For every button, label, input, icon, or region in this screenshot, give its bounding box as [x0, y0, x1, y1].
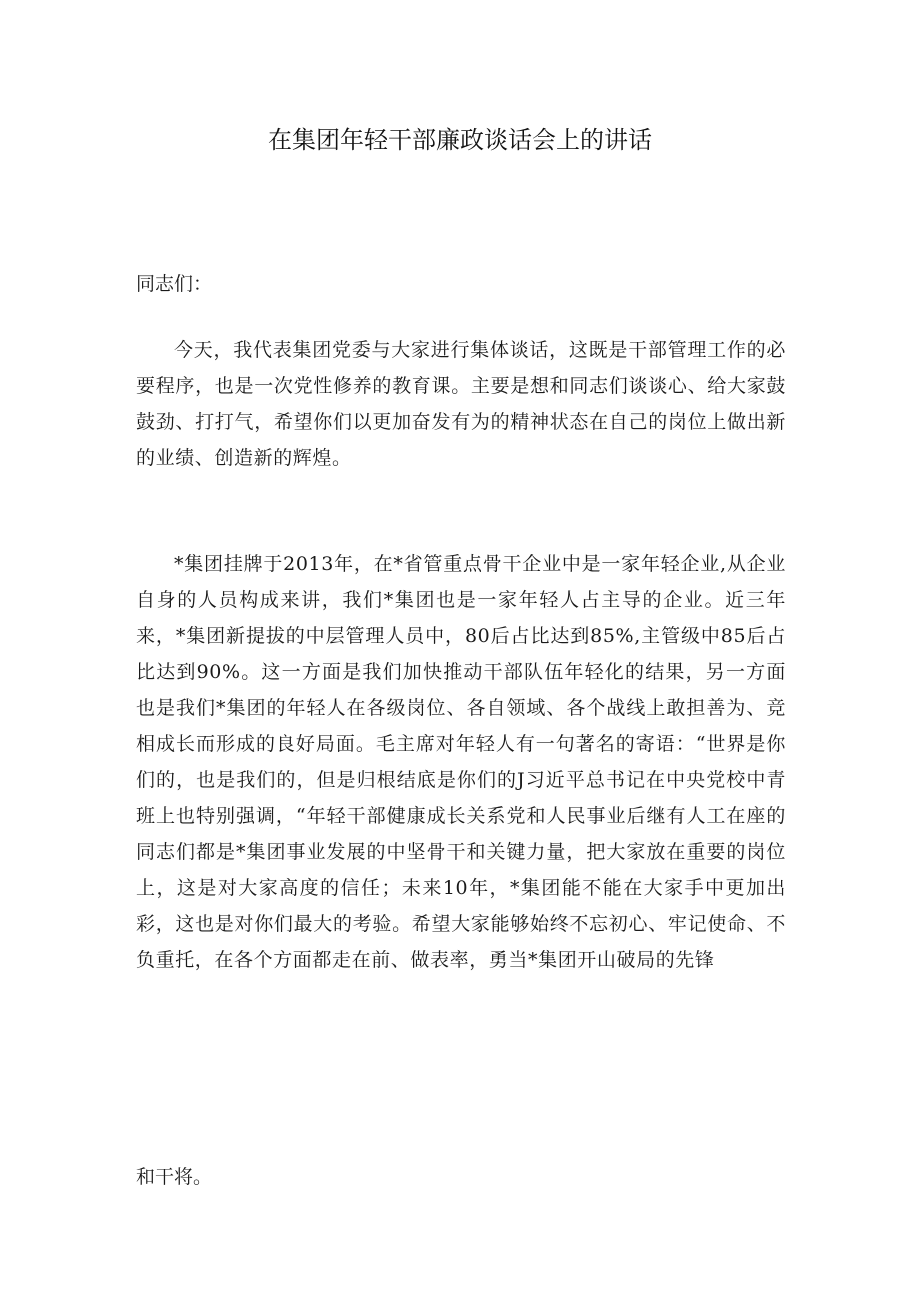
paragraph-2: *集团挂牌于2013年，在*省管重点骨干企业中是一家年轻企业,从企业自身的人员构成来讲，我们*集团也是一家年轻人占主导的企业。近三年来，*集团新提拔的中层管理人员中，80后占比达到85%,主管级中85后占比达到90%。这一方面是我们加快推动干部队伍年轻化的结果，另一方面也是我们*集团的年轻人在各级岗位、各自领域、各个战线上敢担善为、竞相成长而形成的良好局面。毛主席对年轻人有一句著名的寄语：“世界是你们的，也是我们的，但是归根结底是你们的J习近平总书记在中央党校中青班上也特别强调，“年轻干部健康成长关系党和人民事业后继有人工在座的同志们都是*集团事业发展的中坚骨干和关键力量，把大家放在重要的岗位上，这是对大家高度的信任；未来10年，*集团能不能在大家手中更加出彩，这也是对你们最大的考验。希望大家能够始终不忘初心、牢记使命、不负重托，在各个方面都走在前、做表率，勇当*集团开山破局的先锋 [136, 553, 786, 971]
paragraph-1: 今天，我代表集团党委与大家进行集体谈话，这既是干部管理工作的必要程序，也是一次党性修养的教育课。主要是想和同志们谈谈心、给大家鼓鼓劲、打打气，希望你们以更加奋发有为的精神状态在自己的岗位上做出新的业绩、创造新的辉煌。 [136, 339, 786, 469]
document-title: 在集团年轻干部廉政谈话会上的讲话 [268, 126, 652, 154]
paragraph-2-continuation: 和干将。 [136, 1166, 213, 1188]
salutation: 同志们： [136, 273, 213, 295]
